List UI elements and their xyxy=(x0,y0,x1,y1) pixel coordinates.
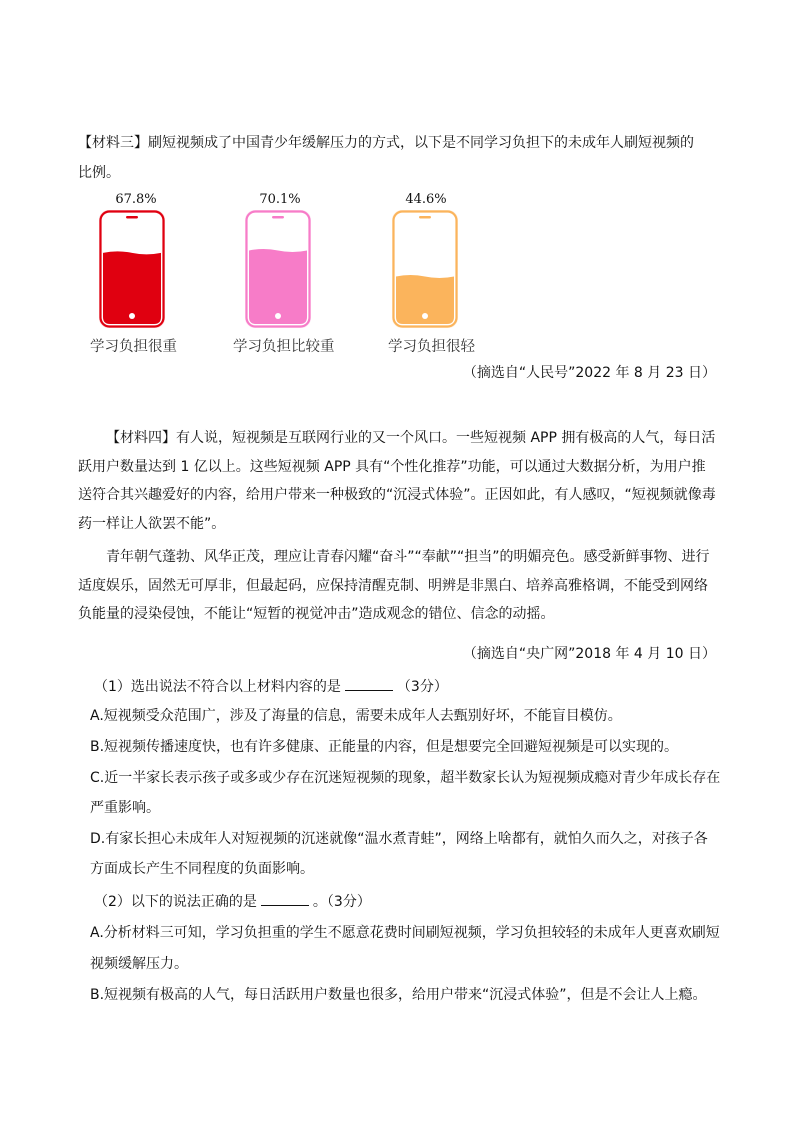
question2-stem-after: 。（3分） xyxy=(312,894,371,910)
question2-option-a-line2: 视频缓解压力。 xyxy=(90,956,188,972)
phone-home-button-2 xyxy=(422,313,428,319)
material4-tag: 【材料四】 xyxy=(106,430,176,446)
question2-option-b: B.短视频有极高的人气，每日活跃用户数量也很多，给用户带来“沉浸式体验”，但是不会让人上瘾。 xyxy=(90,987,707,1003)
category-label-2: 学习负担很轻 xyxy=(388,339,475,355)
value-label-2: 44.6% xyxy=(405,192,447,207)
question1-option-d-line1: D.有家长担心未成年人对短视频的沉迷就像“温水煮青蛙”，网络上啥都有，就怕久而久之，对孩子各 xyxy=(90,831,708,847)
phone-bar-1 xyxy=(245,210,311,328)
question2-answer-blank[interactable] xyxy=(261,891,309,906)
question1-answer-blank[interactable] xyxy=(345,676,393,691)
material3-tag: 【材料三】 xyxy=(78,135,148,151)
material3-source: （摘选自“人民号”2022 年 8 月 23 日） xyxy=(462,365,716,381)
question1-stem-before: （1）选出说法不符合以上材料内容的是 xyxy=(94,679,341,695)
material4-para1-text: 有人说，短视频是互联网行业的又一个风口。一些短视频 APP 拥有极高的人气，每日活跃用户数量达到 1 亿以上。这些短视频 APP 具有“个性化推荐”功能，可以通过大数据分析，为用户推送符合其兴趣爱好的内容，给用户带来一种极致的“沉浸式体验”。正因如此，有人感叹，“短视频就像毒药一样让人欲罢不能”。 xyxy=(78,430,716,532)
value-label-1: 70.1% xyxy=(259,192,301,207)
category-label-1: 学习负担比较重 xyxy=(233,339,335,355)
phone-bar-0 xyxy=(99,210,165,328)
phone-bar-2 xyxy=(392,210,458,328)
material3-line1 xyxy=(78,133,694,153)
question2-stem xyxy=(94,891,371,912)
material4-source: （摘选自“央广网”2018 年 4 月 10 日） xyxy=(462,646,716,662)
question1-option-c-line1: C.近一半家长表示孩子或多或少存在沉迷短视频的现象，超半数家长认为短视频成瘾对青少年成长存在 xyxy=(90,770,721,786)
phone-speaker-2 xyxy=(419,216,431,219)
material4-para1 xyxy=(78,424,718,538)
question1-option-b: B.短视频传播速度快，也有许多健康、正能量的内容，但是想要完全回避短视频是可以实现的。 xyxy=(90,739,679,755)
material3-text-line1: 刷短视频成了中国青少年缓解压力的方式，以下是不同学习负担下的未成年人刷短视频的 xyxy=(148,135,694,151)
material4-para2: 青年朝气蓬勃、风华正茂，理应让青春闪耀“奋斗”“奉献”“担当”的明媚亮色。感受新鲜事物、进行适度娱乐，固然无可厚非，但最起码，应保持清醒克制、明辨是非黑白、培养高雅格调，不能受到网络负能量的浸染侵蚀，不能让“短暂的视觉冲击”造成观念的错位、信念的动摇。 xyxy=(78,549,710,622)
material3-text-line2: 比例。 xyxy=(78,165,120,181)
value-label-0: 67.8% xyxy=(115,192,157,207)
phone-home-button-1 xyxy=(275,313,281,319)
question1-option-d-line2: 方面成长产生不同程度的负面影响。 xyxy=(90,861,314,877)
question1-stem-after: （3分） xyxy=(396,679,448,695)
question2-option-a-line1: A.分析材料三可知，学习负担重的学生不愿意花费时间刷短视频，学习负担较轻的未成年人更喜欢刷短 xyxy=(90,925,720,941)
phone-fill-1 xyxy=(249,249,307,324)
question1-option-a: A.短视频受众范围广，涉及了海量的信息，需要未成年人去甄别好坏，不能盲目模仿。 xyxy=(90,708,622,724)
category-label-0: 学习负担很重 xyxy=(90,339,177,355)
question1-option-c-line2: 严重影响。 xyxy=(90,800,160,816)
question1-stem xyxy=(94,676,448,697)
phone-speaker-1 xyxy=(272,216,284,219)
question2-stem-before: （2）以下的说法正确的是 xyxy=(94,894,257,910)
phone-home-button-0 xyxy=(129,313,135,319)
phone-speaker-0 xyxy=(126,216,138,219)
